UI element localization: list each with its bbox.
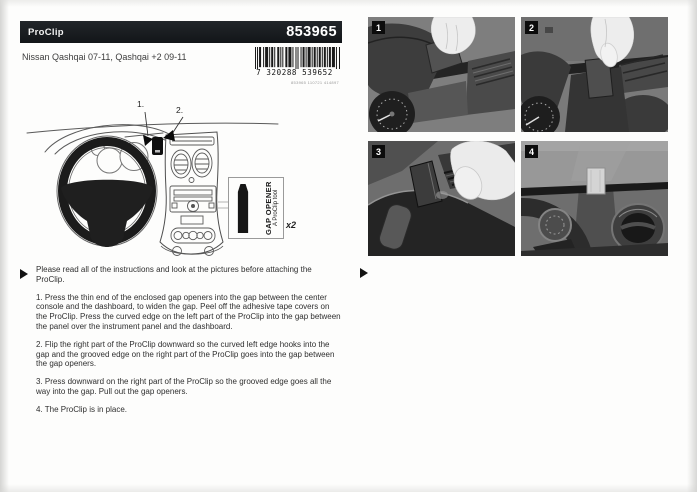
barcode-bars-icon bbox=[255, 47, 340, 69]
photos-marker-icon bbox=[360, 268, 368, 278]
step-photo-3 bbox=[368, 141, 515, 256]
instructions-intro: Please read all of the instructions and look at the pictures before attaching the ProClip. bbox=[36, 265, 312, 284]
barcode bbox=[247, 47, 342, 89]
instruction-step-4: 4. The ProClip is in place. bbox=[36, 404, 128, 414]
scan-edge-left bbox=[0, 0, 9, 492]
instruction-step-3: 3. Press downward on the right part of the ProClip so the grooved edge goes all the way into the gap. Pull out the gap openers. bbox=[36, 377, 332, 396]
gap-opener-title: GAP OPENER bbox=[264, 181, 273, 235]
vehicle-model-label: Nissan Qashqai 07-11, Qashqai +2 09-11 bbox=[22, 52, 187, 62]
scan-edge-bottom bbox=[0, 484, 697, 492]
intro-marker-icon bbox=[20, 269, 28, 279]
gap-opener-subtitle: A ProClip tool bbox=[273, 189, 279, 226]
photo-1-number-badge: 1 bbox=[372, 21, 385, 34]
step-photo-3-image bbox=[368, 141, 515, 256]
callout-2-label: 2. bbox=[176, 105, 184, 115]
step-photo-2-image bbox=[521, 17, 668, 132]
instructions-text bbox=[36, 265, 342, 423]
barcode-smallprint: 853965 110721 414897 bbox=[291, 80, 339, 85]
photo-3-number-badge: 3 bbox=[372, 145, 385, 158]
step-photo-1-image bbox=[368, 17, 515, 132]
instruction-step-2: 2. Flip the right part of the ProClip downward so the curved left edge hooks into the gap and the grooved edge on the right part of the ProClip goes into the gap between the gap openers. bbox=[36, 339, 335, 369]
instruction-step-1: 1. Press the thin end of the enclosed gap openers into the gap between the center console and the dashboard, to widen the gap. Peel off the adhesive tape covers on the ProClip. Press the curved edge on the left part of the ProClip into the gap between the panel over the instrument panel and the dashboard. bbox=[36, 292, 341, 331]
photo-4-number-badge: 4 bbox=[525, 145, 538, 158]
header-bar bbox=[20, 21, 342, 43]
part-number: 853965 bbox=[286, 24, 337, 40]
photo-2-number-badge: 2 bbox=[525, 21, 538, 34]
step-photo-1 bbox=[368, 17, 515, 132]
scan-edge-top bbox=[0, 0, 697, 7]
step-photo-4 bbox=[521, 141, 668, 256]
step-photo-4-image bbox=[521, 141, 668, 256]
barcode-number: 7 320288 539652 bbox=[256, 68, 333, 77]
step-photo-2 bbox=[521, 17, 668, 132]
callout-1-label: 1. bbox=[137, 99, 145, 109]
brand-label: ProClip bbox=[28, 26, 64, 38]
gap-opener-box bbox=[228, 177, 284, 239]
gap-opener-tool-icon bbox=[235, 184, 251, 233]
scan-edge-right bbox=[687, 0, 697, 492]
gap-opener-quantity: x2 bbox=[286, 220, 297, 230]
dashboard-diagram bbox=[25, 94, 305, 266]
